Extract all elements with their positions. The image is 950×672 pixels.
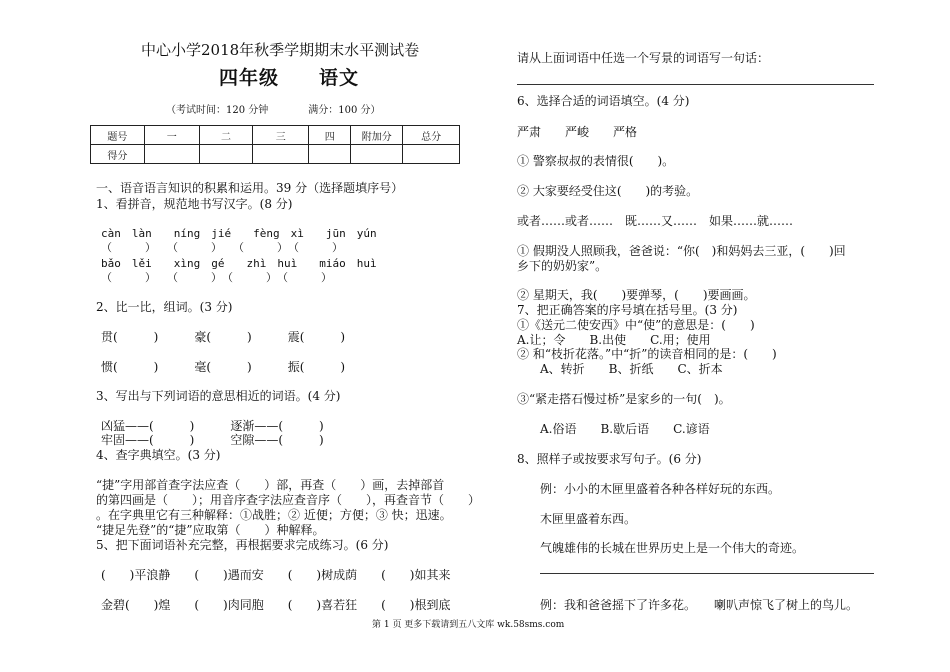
pinyin-row-1: càn làn níng jié fèng xì jūn yún [101, 227, 377, 240]
score-cell[interactable] [309, 145, 351, 164]
question-7-item-2[interactable]: ② 和“枝折花落。”中“折”的读音相同的是：( ) [517, 347, 777, 361]
score-table [90, 125, 460, 164]
score-header-cell: 总分 [403, 126, 460, 145]
score-table-header-row [91, 126, 460, 145]
question-7-item-3[interactable]: ③“紧走搭石慢过桥”是家乡的一句( )。 [517, 392, 731, 406]
score-cell[interactable] [253, 145, 309, 164]
answer-blanks-row-1[interactable]: （ ） （ ） （ ） （ ） [101, 241, 343, 254]
question-8-sentence-1: 木匣里盛着东西。 [540, 512, 637, 526]
score-header-cell: 三 [253, 126, 309, 145]
score-header-cell: 一 [144, 126, 199, 145]
question-4: 4、查字典填空。(3 分) [96, 448, 221, 462]
question-6-sentence-1[interactable]: ① 警察叔叔的表情很( )。 [517, 154, 675, 168]
question-7-item-1[interactable]: ①《送元二使安西》中“使”的意思是：( ) [517, 318, 755, 332]
score-header-cell: 附加分 [351, 126, 403, 145]
score-cell[interactable] [351, 145, 403, 164]
question-4-line-2[interactable]: 的第四画是（ ）；用音序查字法应查音序（ ），再查音节（ ） [96, 493, 481, 507]
question-5-sentence-prompt: 请从上面词语中任选一个写景的词语写一句话： [517, 51, 770, 65]
question-5: 5、把下面词语补充完整，再根据要求完成练习。(6 分) [96, 538, 389, 552]
answer-blanks-row-2[interactable]: （ ） （ ） （ ） （ ） [101, 271, 332, 284]
question-7: 7、把正确答案的序号填在括号里。(3 分) [517, 303, 738, 317]
question-3: 3、写出与下列词语的意思相近的词语。(4 分) [96, 389, 341, 403]
question-2-row-1[interactable]: 贯( ) 豪( ) 震( ) [101, 330, 346, 344]
question-2: 2、比一比，组词。(3 分) [96, 300, 233, 314]
pinyin-row-2: bǎo lěi xìng gé zhì huì miáo huì [101, 257, 377, 270]
score-cell[interactable] [403, 145, 460, 164]
score-header-cell: 二 [199, 126, 253, 145]
question-1: 1、看拼音，规范地书写汉字。(8 分) [96, 197, 293, 211]
score-header-cell: 题号 [91, 126, 145, 145]
exam-title: 中心小学2018年秋季学期期末水平测试卷 [141, 41, 420, 59]
question-6-sentence-2[interactable]: ② 大家要经受住这( )的考验。 [517, 184, 699, 198]
exam-subtitle: 四年级 语文 [219, 67, 360, 89]
question-5-row-2[interactable]: 金碧( )煌 ( )肉同胞 ( )喜若狂 ( )根到底 [101, 598, 451, 612]
question-6-sentence-3-cont: 乡下的奶奶家”。 [517, 259, 608, 273]
question-8-example-2: 例：我和爸爸摇下了许多花。 喇叭声惊飞了树上的鸟儿。 [540, 598, 859, 612]
score-table-row [91, 145, 460, 164]
score-header-cell: 四 [309, 126, 351, 145]
section-1-heading: 一、语音语言知识的积累和运用。39 分（选择题填序号） [96, 181, 404, 195]
question-6-word-choices: 严肃 严峻 严格 [517, 125, 638, 139]
question-4-line-4[interactable]: “捷足先登”的“捷”应取第（ ）种解释。 [96, 523, 325, 537]
score-cell[interactable] [199, 145, 253, 164]
question-7-item-1-options: A.让；令 B.出使 C.用；使用 [517, 333, 711, 347]
question-7-item-3-options: A.俗语 B.歇后语 C.谚语 [540, 422, 710, 436]
score-cell[interactable] [144, 145, 199, 164]
question-4-line-1[interactable]: “捷”字用部首查字法应查（ ）部，再查（ ）画，去掉部首 [96, 478, 445, 492]
question-8: 8、照样子或按要求写句子。(6 分) [517, 452, 702, 466]
question-8-example-1: 例：小小的木匣里盛着各种各样好玩的东西。 [540, 482, 781, 496]
question-3-row-1[interactable]: 凶猛——( ) 逐渐——( ) [101, 419, 324, 433]
question-6: 6、选择合适的词语填空。(4 分) [517, 94, 690, 108]
answer-line[interactable] [540, 573, 874, 574]
score-row-label: 得分 [91, 145, 145, 164]
page-footer: 第 1 页 更多下载请到五八文库 wk.58sms.com [372, 620, 565, 630]
question-2-row-2[interactable]: 惯( ) 毫( ) 振( ) [101, 360, 346, 374]
question-4-line-3: 。在字典里它有三种解释：①战胜；② 近便；方便；③ 快；迅速。 [96, 508, 452, 522]
question-3-row-2[interactable]: 牢固——( ) 空隙——( ) [101, 433, 324, 447]
question-6-conjunction-choices: 或者……或者…… 既……又…… 如果……就…… [517, 214, 794, 228]
question-5-row-1[interactable]: ( )平浪静 ( )遇而安 ( )树成荫 ( )如其来 [101, 568, 451, 582]
answer-line[interactable] [517, 84, 874, 85]
question-7-item-2-options: A、转折 B、折纸 C、折本 [540, 362, 723, 376]
question-6-sentence-4[interactable]: ② 星期天，我( )要弹琴，( )要画画。 [517, 288, 756, 302]
question-8-sentence-2: 气魄雄伟的长城在世界历史上是一个伟大的奇迹。 [540, 541, 805, 555]
exam-info: （考试时间：120 分钟 满分：100 分） [166, 105, 381, 116]
question-6-sentence-3[interactable]: ① 假期没人照顾我，爸爸说：“你( )和妈妈去三亚，( )回 [517, 244, 846, 258]
